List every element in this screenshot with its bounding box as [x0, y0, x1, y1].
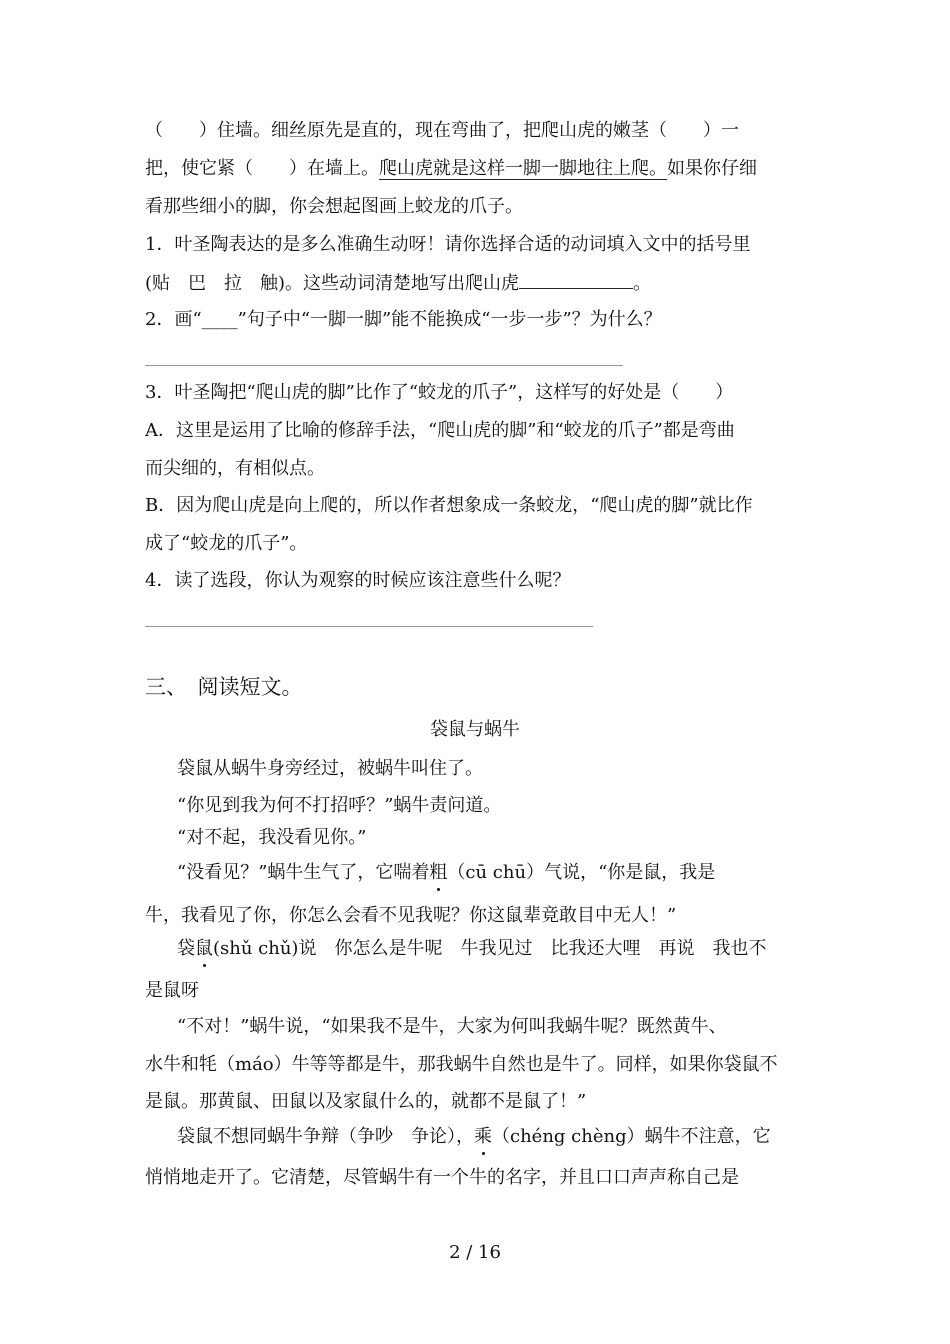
story-paragraph-2: “你见到我为何不打招呼？”蜗牛责问道。 [177, 795, 502, 816]
option-b-line-2: 成了“蛟龙的爪子”。 [145, 533, 308, 554]
question-1-end: 。 [633, 273, 652, 294]
option-a-line-2: 而尖细的，有相似点。 [145, 458, 325, 479]
option-a-line-1: A．这里是运用了比喻的修辞手法，“爬山虎的脚”和“蛟龙的爪子”都是弯曲 [145, 420, 735, 441]
p7-text-a: 袋鼠不想同蜗牛争辩（争吵 争论）， [177, 1126, 474, 1147]
story-paragraph-4-line-1 [177, 861, 715, 885]
question-3: 3．叶圣陶把“爬山虎的脚”比作了“蛟龙的爪子”，这样写的好处是（ ） [145, 382, 734, 403]
passage-line-2 [145, 157, 757, 181]
answer-line-4[interactable] [145, 626, 593, 627]
question-1-line-1: 1．叶圣陶表达的是多么准确生动呀！请你选择合适的动词填入文中的括号里 [145, 234, 751, 255]
story-paragraph-5-line-2: 是鼠呀 [145, 980, 199, 1001]
option-b-line-1: B．因为爬山虎是向上爬的，所以作者想象成一条蛟龙，“爬山虎的脚”就比作 [145, 495, 753, 516]
answer-blank-1[interactable] [519, 270, 633, 289]
story-paragraph-4-line-2: 牛，我看见了你，你怎么会看不见我呢？你这鼠辈竟敢目中无人！” [145, 905, 677, 926]
passage-line-1: （ ）住墙。细丝原先是直的，现在弯曲了，把爬山虎的嫩茎（ ）一 [145, 120, 739, 141]
answer-line-2[interactable] [145, 365, 623, 366]
story-paragraph-5-line-1 [177, 937, 766, 961]
p4-text-a: “没看见？”蜗牛生气了，它喘着 [177, 862, 430, 883]
p5-text-b: (shǔ chǔ)说 你怎么是牛呢 牛我见过 比我还大哩 再说 我也不 [213, 938, 767, 959]
story-paragraph-6-line-2: 水牛和牦（máo）牛等等都是牛，那我蜗牛自然也是牛了。同样，如果你袋鼠不 [145, 1054, 778, 1075]
page-number: 2 / 16 [449, 1242, 501, 1263]
question-2: 2．画“____”句子中“一脚一脚”能不能换成“一步一步”？为什么？ [145, 309, 662, 330]
passage-line-3: 看那些细小的脚，你会想起图画上蛟龙的爪子。 [145, 196, 523, 217]
story-paragraph-6-line-3: 是鼠。那黄鼠、田鼠以及家鼠什么的，就都不是鼠了！” [145, 1091, 587, 1112]
section-heading: 三、 阅读短文。 [145, 675, 303, 699]
question-1-text: (贴 巴 拉 触)。这些动词清楚地写出爬山虎 [145, 273, 520, 294]
question-1-line-2 [145, 270, 651, 296]
dotted-char-shu: 鼠 [195, 938, 213, 959]
story-paragraph-7-line-2: 悄悄地走开了。它清楚，尽管蜗牛有一个牛的名字，并且口口声声称自己是 [145, 1167, 739, 1188]
p7-text-b: （chéng chèng）蜗牛不注意，它 [492, 1126, 771, 1147]
passage-line-2-start: 把，使它紧（ ）在墙上。 [145, 158, 379, 179]
story-paragraph-1: 袋鼠从蜗牛身旁经过，被蜗牛叫住了。 [177, 758, 483, 779]
story-title: 袋鼠与蜗牛 [430, 719, 520, 740]
passage-line-2-end: 如果你仔细 [667, 158, 757, 179]
question-4: 4．读了选段，你认为观察的时候应该注意些什么呢？ [145, 570, 571, 591]
dotted-char-cu: 粗 [429, 862, 448, 883]
dotted-char-cheng: 乘 [474, 1126, 492, 1147]
story-paragraph-3: “对不起，我没看见你。” [177, 827, 367, 848]
story-paragraph-7-line-1 [177, 1125, 771, 1149]
underlined-sentence: 爬山虎就是这样一脚一脚地往上爬。 [379, 158, 667, 179]
p4-text-b: （cū chū）气说，“你是鼠，我是 [447, 862, 716, 883]
story-paragraph-6-line-1: “不对！”蜗牛说，“如果我不是牛，大家为何叫我蜗牛呢？既然黄牛、 [177, 1016, 727, 1037]
p5-text-a: 袋 [177, 938, 195, 959]
